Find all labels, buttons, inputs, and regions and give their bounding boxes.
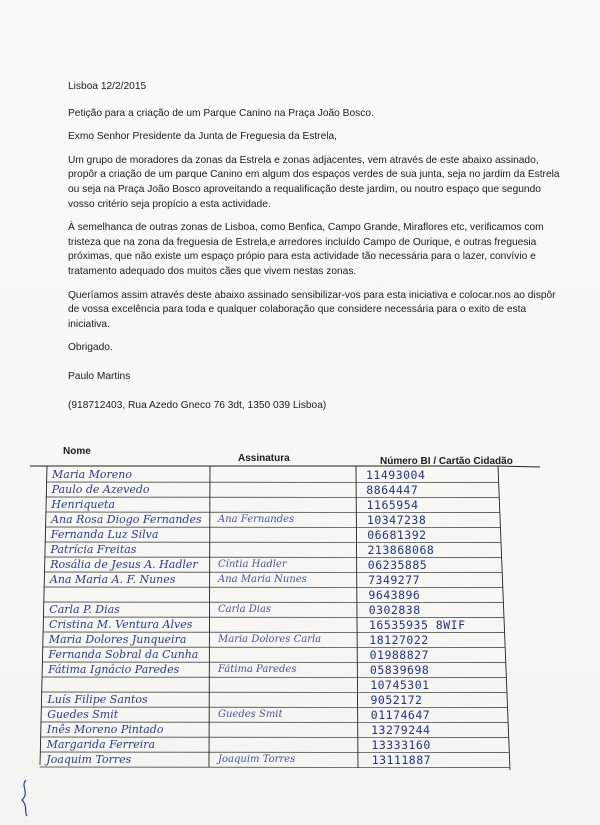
letter-paragraph-3: Queríamos assim através deste abaixo assinado sensibilizar-vos para esta iniciativa e colocar.nos ao dispôr de vossa excelência para toda e qualquer colaboração que considere necessária para o exito de esta iniciativa. [68,289,556,330]
row-id-number: 06235885 [367,557,428,572]
row-id-number: 7349277 [368,572,421,587]
row-id-number: 10745301 [370,677,430,692]
row-name: Fernanda Sobral da Cunha [48,647,199,661]
row-signature: Ana Fernandes [218,513,295,525]
row-id-number: 0302838 [368,602,421,617]
row-id-number: 18127022 [369,632,429,647]
margin-scribble-icon [18,778,32,818]
row-name: Ana Maria A. F. Nunes [49,572,176,586]
row-signature: Fátima Paredes [218,663,297,675]
row-id-number: 01988827 [369,647,429,662]
row-name: Ana Rosa Diogo Fernandes [51,512,202,526]
row-name: Margarida Ferreira [46,737,156,751]
letter-subject: Petição para a criação de um Parque Canino na Praça João Bosco. [68,107,374,119]
row-name: Carla P. Dias [49,602,120,616]
row-id-number: 11493004 [366,467,426,482]
table-row [0,752,600,770]
letter-contact: (918712403, Rua Azedo Gneco 76 3dt, 1350 039 Lisboa) [68,399,327,411]
petition-letter [68,80,568,427]
row-name: Cristina M. Ventura Alves [49,617,193,631]
header-name: Nome [63,446,91,457]
row-id-number: 10347238 [366,512,427,527]
row-name: Maria Moreno [52,467,133,481]
row-id-number: 06681392 [367,527,427,542]
row-name: Luís Filipe Santos [47,692,148,706]
row-name: Joaquim Torres [46,752,132,766]
row-signature: Maria Dolores Carla [218,633,322,645]
row-id-number: 213868068 [367,542,435,557]
row-name: Inês Moreno Pintado [46,722,164,736]
row-signature: Joaquim Torres [218,753,296,765]
letter-salutation: Exmo Senhor Presidente da Junta de Freguesia da Estrela, [68,131,337,143]
row-name: Fátima Ignácio Paredes [48,662,180,676]
row-id-number: 05839698 [369,662,430,677]
letter-signer: Paulo Martins [68,370,131,382]
row-signature: Carla Dias [218,603,272,615]
row-name: Guedes Smit [47,707,119,721]
row-id-number: 1165954 [366,497,419,512]
letter-paragraph-2: À semelhanca de outras zonas de Lisboa, como Benfica, Campo Grande, Miraflores etc, verificamos com tristeza que na zona da freguesia de Estrela,e arredores incluído Campo de Ourique, e outras freguesia próximas, que não existe um espaço própio para esta actividade tão necessária para o lazer, convívio e tratamento adequado dos muitos cães que vivem nestas zonas. [68,222,544,277]
row-name: Patrícia Freitas [50,542,137,556]
row-id-number: 16535935 8WIF [369,617,466,632]
row-id-number: 13111887 [371,752,432,767]
row-signature: Guedes Smit [218,708,283,720]
row-id-number: 9052172 [370,692,423,707]
row-id-number: 13333160 [371,737,431,752]
row-id-number: 9643896 [368,587,421,602]
letter-paragraph-1: Um grupo de moradores da zonas da Estrela e zonas adjacentes, vem através de este abaixo assinado, propôr a criação de um parque Canino em algum dos espaços verdes de sua junta, seja no jardim da Estrela ou seja na Praça João Bosco aproveitando a requalificação deste jardim, ou noutro espaço que segundo vosso critério seja propício a esta actividade. [68,154,560,210]
row-signature: Ana Maria Nunes [218,573,307,585]
row-signature: Cíntia Hadler [218,558,287,570]
row-id-number: 13279244 [371,722,431,737]
row-id-number: 8864447 [366,482,419,497]
header-signature: Assinatura [238,453,290,464]
row-name: Rosália de Jesus A. Hadler [50,557,198,571]
row-name: Paulo de Azevedo [51,482,150,496]
row-name: Maria Dolores Junqueira [48,632,187,646]
letter-closing: Obrigado. [68,342,113,354]
signature-table-header [0,446,600,466]
row-name: Fernanda Luz Silva [50,527,159,541]
header-id-number: Número BI / Cartão Cidadão [380,456,513,467]
row-id-number: 01174647 [370,707,431,722]
letter-date: Lisboa 12/2/2015 [68,81,147,92]
row-name: Henriqueta [51,497,115,511]
